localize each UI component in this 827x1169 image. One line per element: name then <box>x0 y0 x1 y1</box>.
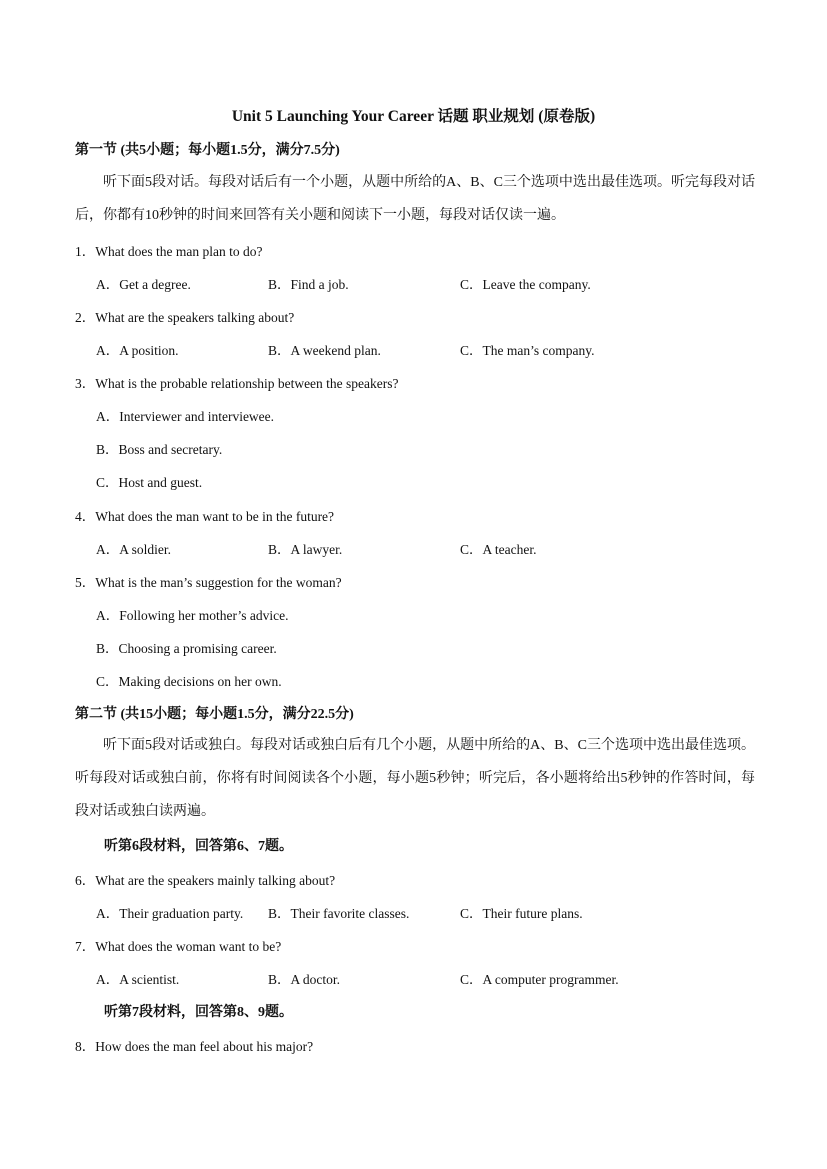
question-1: 1．What does the man plan to do? <box>75 244 263 259</box>
question-5: 5．What is the man’s suggestion for the woman? <box>75 575 342 590</box>
question-7-option-b: B．A doctor. <box>268 972 341 987</box>
question-1-option-c: C．Leave the company. <box>460 277 591 292</box>
section-1-instructions: 听下面5段对话。每段对话后有一个小题，从题中所给的A、B、C三个选项中选出最佳选项。听完每段对话后，你都有10秒钟的时间来回答有关小题和阅读下一小题，每段对话仅读一遍。 <box>75 175 755 223</box>
question-5-option-a: A．Following her mother’s advice. <box>96 608 289 623</box>
question-7: 7．What does the woman want to be? <box>75 939 282 954</box>
question-6-option-b: B．Their favorite classes. <box>268 906 410 921</box>
question-1-option-a: A．Get a degree. <box>96 277 191 292</box>
material-6-heading: 听第6段材料，回答第6、7题。 <box>104 839 293 854</box>
question-2-option-c: C．The man’s company. <box>460 343 595 358</box>
question-7-option-c: C．A computer programmer. <box>460 972 619 987</box>
question-8: 8．How does the man feel about his major? <box>75 1039 314 1054</box>
question-5-option-c: C．Making decisions on her own. <box>96 674 282 689</box>
question-6: 6．What are the speakers mainly talking about? <box>75 873 336 888</box>
question-4: 4．What does the man want to be in the future? <box>75 509 335 524</box>
question-6-option-c: C．Their future plans. <box>460 906 583 921</box>
question-3-option-b: B．Boss and secretary. <box>96 442 223 457</box>
section-2-instructions: 听下面5段对话或独白。每段对话或独白后有几个小题，从题中所给的A、B、C三个选项中选出最佳选项。听每段对话或独白前，你将有时间阅读各个小题，每小题5秒钟；听完后，各小题将给出5秒钟的作答时间，每段对话或独白读两遍。 <box>75 738 755 819</box>
question-3: 3．What is the probable relationship between the speakers? <box>75 376 399 391</box>
section-1-heading: 第一节 (共5小题；每小题1.5分，满分7.5分) <box>75 143 340 158</box>
document-title: Unit 5 Launching Your Career 话题 职业规划 (原卷版) <box>231 108 596 125</box>
question-4-option-a: A．A soldier. <box>96 542 172 557</box>
question-4-option-c: C．A teacher. <box>460 542 537 557</box>
question-3-option-c: C．Host and guest. <box>96 475 203 490</box>
question-2-option-b: B．A weekend plan. <box>268 343 381 358</box>
question-2: 2．What are the speakers talking about? <box>75 310 295 325</box>
section-2-heading: 第二节 (共15小题；每小题1.5分，满分22.5分) <box>75 707 354 722</box>
question-5-option-b: B．Choosing a promising career. <box>96 641 277 656</box>
question-4-option-b: B．A lawyer. <box>268 542 343 557</box>
question-3-option-a: A．Interviewer and interviewee. <box>96 409 275 424</box>
question-7-option-a: A．A scientist. <box>96 972 180 987</box>
question-6-option-a: A．Their graduation party. <box>96 906 244 921</box>
question-1-option-b: B．Find a job. <box>268 277 349 292</box>
question-2-option-a: A．A position. <box>96 343 179 358</box>
material-7-heading: 听第7段材料，回答第8、9题。 <box>104 1005 293 1020</box>
